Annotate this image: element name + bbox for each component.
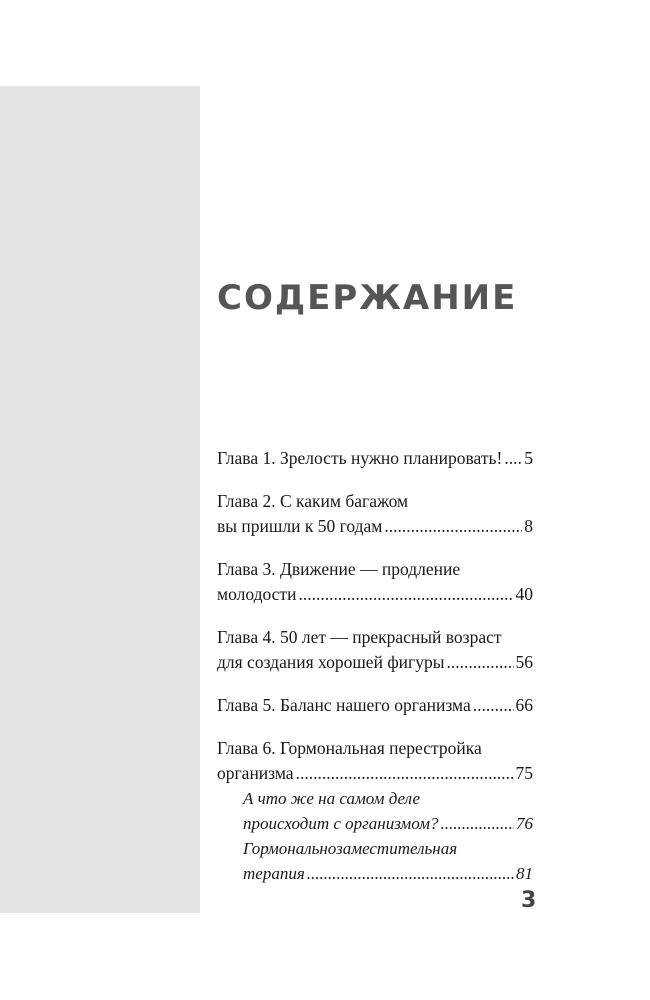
toc-line: [217, 650, 533, 675]
toc-subentry-text: Гормональнозаместительная: [243, 839, 458, 858]
dot-leader: [384, 514, 522, 539]
toc-entry-chapter-6[interactable]: [217, 736, 533, 786]
dot-leader: [440, 811, 514, 836]
toc-line: [217, 693, 533, 718]
toc-page-number: 81: [516, 864, 533, 883]
toc-subentry-text: А что же на самом деле: [243, 789, 421, 808]
dot-leader: [296, 761, 514, 786]
toc-entry-text: организма: [217, 763, 294, 783]
toc-line: [217, 761, 533, 786]
toc-entry-text: Глава 5. Баланс нашего организма: [217, 695, 471, 715]
dot-leader: [473, 693, 514, 718]
toc-page-number: 8: [524, 516, 533, 536]
toc-entry-text: Глава 6. Гормональная перестройка: [217, 738, 482, 758]
toc-entry-chapter-5[interactable]: [217, 693, 533, 718]
toc-entry-text: для создания хорошей фигуры: [217, 652, 445, 672]
toc-page-number: 40: [515, 584, 533, 604]
toc-page-number: 5: [524, 448, 533, 468]
toc-entry-chapter-3[interactable]: [217, 557, 533, 607]
toc-entry-text: Глава 4. 50 лет — прекрасный возраст: [217, 627, 502, 647]
toc-entry-text: Глава 3. Движение — продление: [217, 559, 461, 579]
toc-line: [217, 446, 533, 471]
toc-entry-text: вы пришли к 50 годам: [217, 516, 383, 536]
toc-entry-text: молодости: [217, 584, 297, 604]
toc-page-number: 76: [516, 814, 533, 833]
page-folio: 3: [521, 888, 537, 913]
toc-entry-text: Глава 2. С каким багажом: [217, 491, 409, 511]
toc-line: [217, 582, 533, 607]
page-title: СОДЕРЖАНИЕ: [217, 278, 518, 318]
side-band: [0, 86, 200, 913]
toc-entry-chapter-1[interactable]: [217, 446, 533, 471]
toc-subentry-text: происходит с организмом?: [243, 814, 439, 833]
table-of-contents: [217, 446, 533, 886]
toc-page-number: 56: [515, 652, 533, 672]
toc-entry-text: Глава 1. Зрелость нужно планировать!: [217, 448, 503, 468]
toc-line: [243, 861, 533, 886]
toc-page-number: 75: [515, 763, 533, 783]
toc-line: [217, 514, 533, 539]
toc-subentry-text: терапия: [243, 864, 305, 883]
dot-leader: [307, 861, 514, 886]
dot-leader: [298, 582, 513, 607]
toc-page-number: 66: [515, 695, 533, 715]
dot-leader: [504, 446, 522, 471]
toc-entry-chapter-2[interactable]: [217, 489, 533, 539]
toc-subentry-1[interactable]: [217, 786, 533, 836]
toc-line: [243, 811, 533, 836]
toc-entry-chapter-4[interactable]: [217, 625, 533, 675]
toc-subentry-2[interactable]: [217, 836, 533, 886]
dot-leader: [446, 650, 513, 675]
